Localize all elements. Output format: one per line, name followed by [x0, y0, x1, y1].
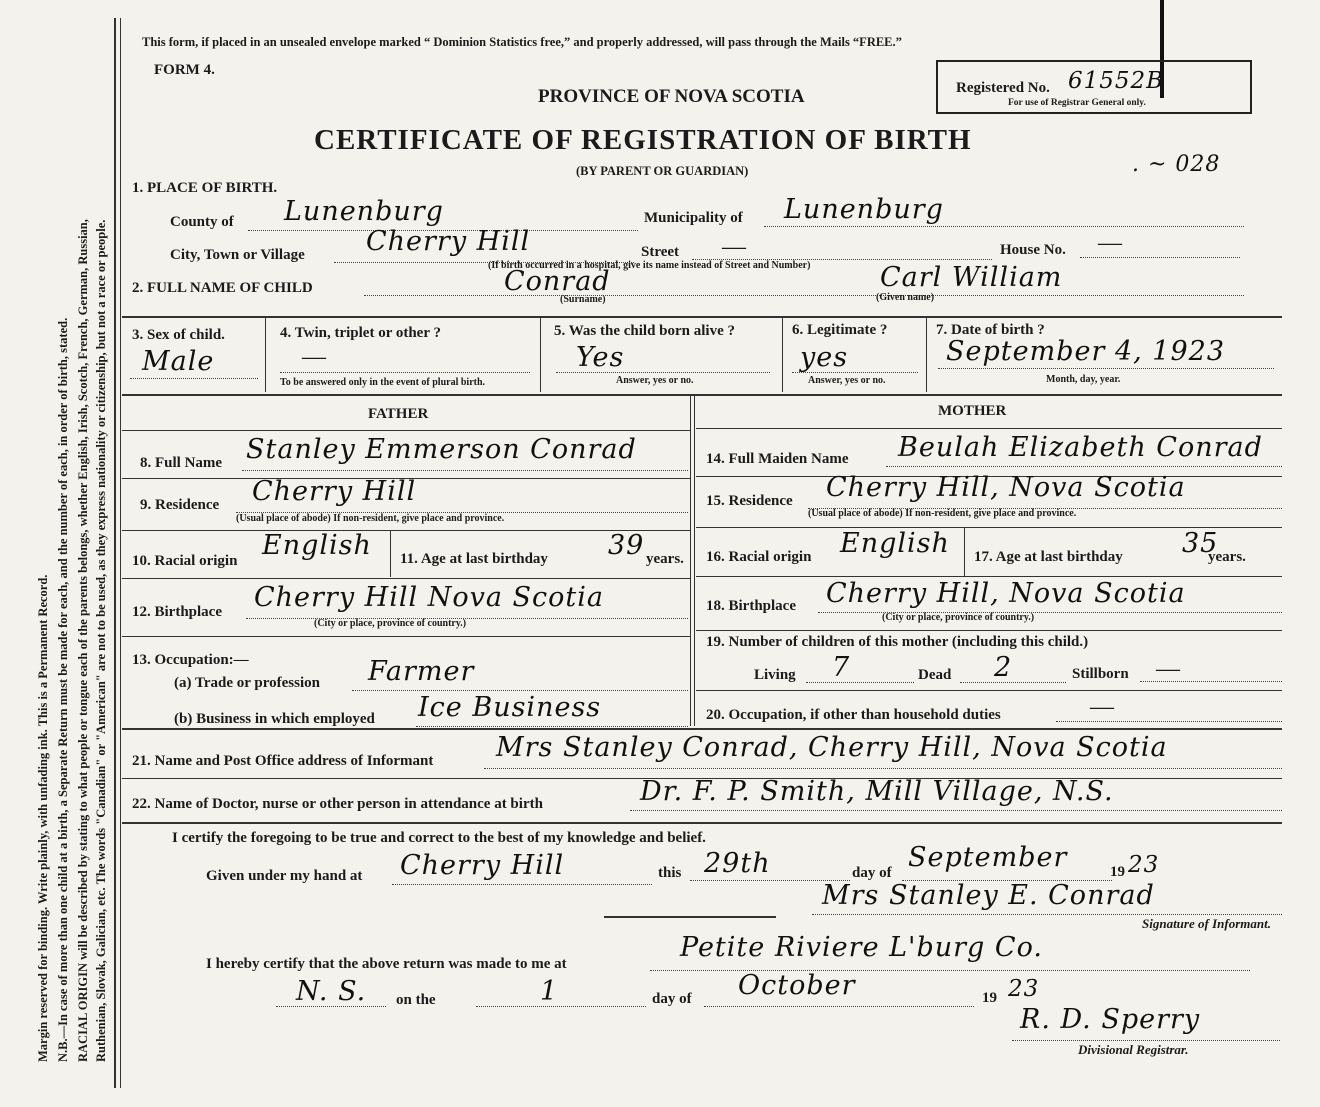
father-age-unit: years. [646, 551, 684, 567]
child-name-label: 2. FULL NAME OF CHILD [132, 280, 313, 296]
stillborn-label: Stillborn [1072, 666, 1129, 682]
county-label: County of [170, 214, 234, 230]
page-title: CERTIFICATE OF REGISTRATION OF BIRTH [314, 124, 972, 156]
stillborn-value: — [1156, 656, 1180, 682]
left-border [114, 18, 116, 1088]
mother-children-label: 19. Number of children of this mother (including this child.) [706, 634, 1089, 650]
registrar-month: October [738, 970, 856, 1001]
father-trade-label: (a) Trade or profession [174, 675, 320, 691]
father-heading: FATHER [368, 406, 429, 422]
informant-signature-caption: Signature of Informant. [1142, 916, 1271, 931]
alive-label: 5. Was the child born alive ? [554, 323, 735, 339]
father-racial-label: 10. Racial origin [132, 553, 238, 569]
alive-value: Yes [576, 342, 625, 373]
margin-note-binding: Margin reserved for binding. Write plainly, with unfading ink. This is a Permanent Record. [36, 574, 50, 1062]
sex-value: Male [142, 346, 215, 377]
municipality-label: Municipality of [644, 210, 743, 226]
cert-day: 29th [704, 848, 771, 879]
mother-age-label: 17. Age at last birthday [974, 549, 1123, 565]
mother-occupation-value: — [1090, 694, 1114, 720]
doctor-label: 22. Name of Doctor, nurse or other person in attendance at birth [132, 796, 543, 812]
given-place: Cherry Hill [400, 850, 565, 881]
father-residence-note: (Usual place of abode) If non-resident, give place and province. [236, 513, 505, 524]
mother-name-value: Beulah Elizabeth Conrad [898, 432, 1263, 463]
child-surname: Conrad [504, 266, 611, 297]
registrar-statement: I hereby certify that the above return was made to me at [206, 956, 567, 972]
registered-number: 61552B [1068, 68, 1165, 94]
father-birthplace-value: Cherry Hill Nova Scotia [254, 582, 604, 613]
legitimate-value: yes [800, 342, 849, 373]
informant-label: 21. Name and Post Office address of Informant [132, 753, 434, 769]
legitimate-note: Answer, yes or no. [808, 375, 886, 386]
city-value: Cherry Hill [366, 226, 531, 257]
this-label: this [658, 865, 682, 881]
father-occupation-label: 13. Occupation:— [132, 652, 249, 668]
page-subtitle: (BY PARENT OR GUARDIAN) [576, 164, 749, 178]
left-border-inner [120, 18, 121, 1088]
registrar-year-prefix: 19 [982, 990, 997, 1006]
registrar-place-line2: N. S. [296, 976, 367, 1007]
informant-signature: Mrs Stanley E. Conrad [822, 880, 1155, 911]
mother-birthplace-value: Cherry Hill, Nova Scotia [826, 578, 1186, 609]
street-label: Street [641, 244, 680, 260]
on-the-label: on the [396, 992, 436, 1008]
mother-residence-label: 15. Residence [706, 493, 793, 509]
registered-box [936, 60, 1252, 114]
twin-value: — [302, 344, 326, 370]
mail-notice: This form, if placed in an unsealed envelope marked “ Dominion Statistics free,” and properly addressed, will pass through the Mails “FREE.” [142, 35, 902, 49]
margin-note-racial-origin: RACIAL ORIGIN will be described by stating to what people or tongue each of the parents belongs, whether English, Irish, Scotch, French, German, Russian, [76, 219, 90, 1062]
cert-year-prefix: 19 [1110, 864, 1125, 880]
city-label: City, Town or Village [170, 247, 305, 263]
place-of-birth-label: 1. PLACE OF BIRTH. [132, 180, 278, 196]
mother-residence-value: Cherry Hill, Nova Scotia [826, 472, 1186, 503]
dead-value: 2 [994, 652, 1013, 683]
dob-note: Month, day, year. [1046, 374, 1121, 385]
hospital-note: (If birth occurred in a hospital, give its name instead of Street and Number) [488, 260, 811, 271]
registrar-year: 23 [1008, 976, 1040, 1002]
mother-age-unit: years. [1208, 549, 1246, 565]
father-name-label: 8. Full Name [140, 455, 223, 471]
house-label: House No. [1000, 242, 1066, 258]
twin-note: To be answered only in the event of plural birth. [280, 377, 486, 388]
mother-racial-label: 16. Racial origin [706, 549, 812, 565]
house-value: — [1098, 230, 1122, 256]
margin-note-nationality: Ruthenian, Slovak, Galician, etc. The words "Canadian" or "American" are not to be used, as they express nationality or citizenship, but not a race or people. [94, 219, 108, 1062]
street-value: — [722, 234, 746, 260]
mother-occupation-label: 20. Occupation, if other than household duties [706, 707, 1001, 723]
dead-label: Dead [918, 667, 952, 683]
mother-heading: MOTHER [938, 403, 1007, 419]
certification-statement: I certify the foregoing to be true and correct to the best of my knowledge and belief. [172, 830, 706, 846]
informant-value: Mrs Stanley Conrad, Cherry Hill, Nova Scotia [496, 732, 1168, 763]
registrar-signature: R. D. Sperry [1020, 1004, 1201, 1035]
child-given-name: Carl William [880, 262, 1063, 293]
surname-caption: (Surname) [560, 294, 606, 305]
father-business-value: Ice Business [418, 692, 602, 723]
registrar-note: For use of Registrar General only. [1008, 98, 1146, 108]
alive-note: Answer, yes or no. [616, 375, 694, 386]
registrar-day-of-label: day of [652, 991, 692, 1007]
mother-name-label: 14. Full Maiden Name [706, 451, 849, 467]
given-label: Given under my hand at [206, 868, 363, 884]
legitimate-label: 6. Legitimate ? [792, 322, 888, 338]
given-name-caption: (Given name) [876, 292, 935, 303]
cert-month: September [908, 842, 1068, 873]
registered-label: Registered No. [956, 80, 1050, 96]
living-label: Living [754, 667, 796, 683]
municipality-value: Lunenburg [784, 194, 944, 225]
living-value: 7 [832, 652, 851, 683]
margin-note-multiple-births: N.B.—In case of more than one child at a birth, a Separate Return must be made for each, and the number of each, in order of birth, stated. [56, 317, 70, 1062]
mother-birthplace-note: (City or place, province of country.) [882, 612, 1035, 623]
registrar-signature-caption: Divisional Registrar. [1078, 1042, 1189, 1057]
father-age-value: 39 [608, 530, 645, 561]
sex-label: 3. Sex of child. [132, 327, 225, 343]
mother-racial-value: English [840, 528, 950, 559]
registrar-place: Petite Riviere L'burg Co. [680, 932, 1043, 963]
column-divider [690, 396, 691, 726]
father-residence-label: 9. Residence [140, 497, 220, 513]
cert-year: 23 [1128, 852, 1160, 878]
father-residence-value: Cherry Hill [252, 476, 417, 507]
doctor-value: Dr. F. P. Smith, Mill Village, N.S. [640, 776, 1114, 807]
county-value: Lunenburg [284, 196, 444, 227]
father-racial-value: English [262, 530, 372, 561]
twin-label: 4. Twin, triplet or other ? [280, 325, 441, 341]
mother-birthplace-label: 18. Birthplace [706, 598, 796, 614]
province-title: PROVINCE OF NOVA SCOTIA [538, 86, 805, 107]
corner-mark: . ~ 028 [1132, 152, 1221, 177]
mother-residence-note: (Usual place of abode) If non-resident, give place and province. [808, 508, 1077, 519]
father-name-value: Stanley Emmerson Conrad [246, 434, 637, 465]
registrar-day: 1 [540, 976, 559, 1007]
father-trade-value: Farmer [368, 656, 475, 687]
father-business-label: (b) Business in which employed [174, 711, 375, 727]
dob-label: 7. Date of birth ? [936, 322, 1045, 338]
dob-value: September 4, 1923 [946, 336, 1225, 367]
form-number: FORM 4. [154, 62, 215, 78]
father-birthplace-note: (City or place, province of country.) [314, 618, 467, 629]
cert-day-of-label: day of [852, 865, 892, 881]
father-age-label: 11. Age at last birthday [400, 551, 548, 567]
father-birthplace-label: 12. Birthplace [132, 604, 222, 620]
mother-age-value: 35 [1182, 528, 1219, 559]
